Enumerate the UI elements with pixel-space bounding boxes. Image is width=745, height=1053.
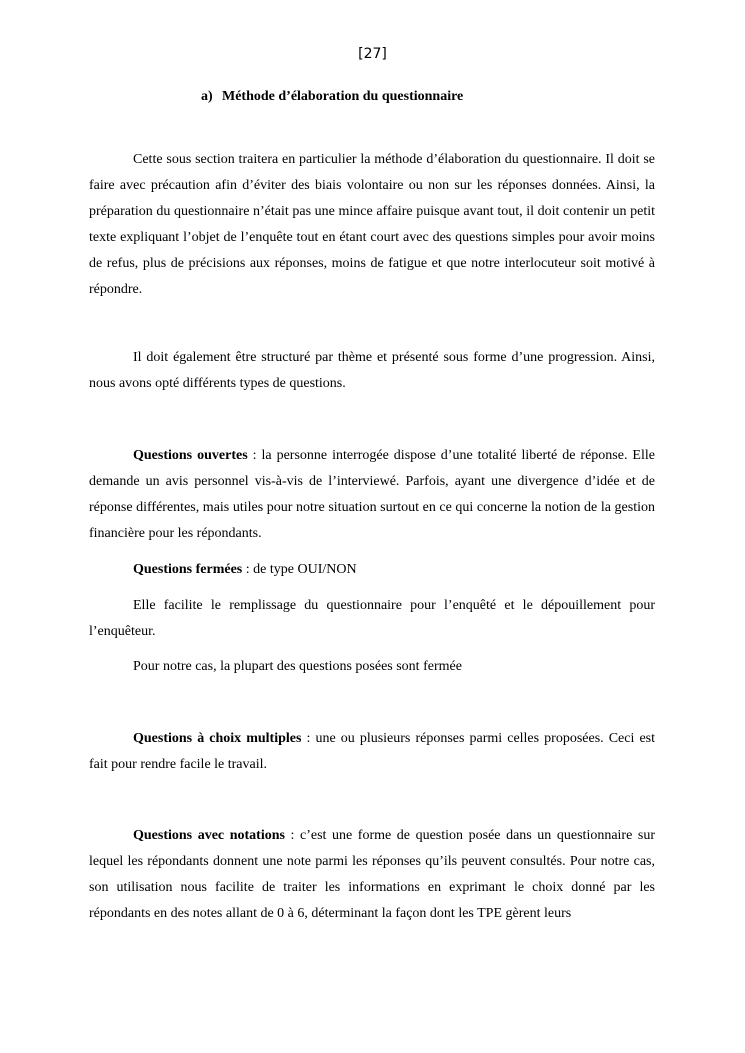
paragraph-closed-detail: Elle facilite le remplissage du questionnaire pour l’enquêté et le dépouillement pour l’enquêteur.: [89, 598, 655, 639]
paragraph-open-questions: [89, 443, 655, 547]
open-questions-label: Questions ouvertes: [133, 448, 248, 463]
paragraph-intro: Cette sous section traitera en particulier la méthode d’élaboration du questionnaire. Il doit se faire avec précaution afin d’éviter des biais volontaire ou non sur les réponses données. Ainsi, la préparation du questionnaire n’était pas une mince affaire puisque avant tout, il doit contenir un petit texte expliquant l’objet de l’enquête tout en étant court avec des questions simples pour avoir moins de refus, plus de précisions aux réponses, moins de fatigue et que notre interlocuteur soit motivé à répondre.: [89, 152, 655, 297]
rating-questions-text: : c’est une forme de question posée dans un questionnaire sur lequel les répondants donnent une note parmi les réponses qu’ils peuvent consultés. Pour notre cas, son utilisation nous facilite de traiter les informations en exprimant le choix donné par les répondants en des notes allant de 0 à 6, déterminant la façon dont les TPE gèrent leurs: [89, 828, 655, 921]
closed-questions-text: : de type OUI/NON: [242, 562, 357, 577]
paragraph-closed-case: Pour notre cas, la plupart des questions posées sont fermée: [133, 659, 462, 674]
section-marker: a): [201, 89, 213, 104]
section-heading: [201, 88, 463, 106]
page-number: [27]: [358, 46, 387, 62]
rating-questions-label: Questions avec notations: [133, 828, 285, 843]
paragraph-multiple-choice: [89, 726, 655, 778]
section-title: Méthode d’élaboration du questionnaire: [222, 89, 464, 104]
open-questions-text: : la personne interrogée dispose d’une totalité liberté de réponse. Elle demande un avis personnel vis-à-vis de l’interviewé. Parfois, ayant une divergence d’idée et de réponse différentes, mais utiles pour notre situation surtout en ce qui concerne la notion de la gestion financière pour les répondants.: [89, 448, 655, 541]
multiple-choice-label: Questions à choix multiples: [133, 731, 302, 746]
paragraph-structure: Il doit également être structuré par thème et présenté sous forme d’une progression. Ainsi, nous avons opté différents types de questions.: [89, 350, 655, 391]
closed-questions-label: Questions fermées: [133, 562, 243, 577]
multiple-choice-text: : une ou plusieurs réponses parmi celles proposées. Ceci est fait pour rendre facile le travail.: [89, 731, 655, 772]
paragraph-rating-questions: [89, 823, 655, 927]
paragraph-closed-questions: [89, 557, 655, 583]
